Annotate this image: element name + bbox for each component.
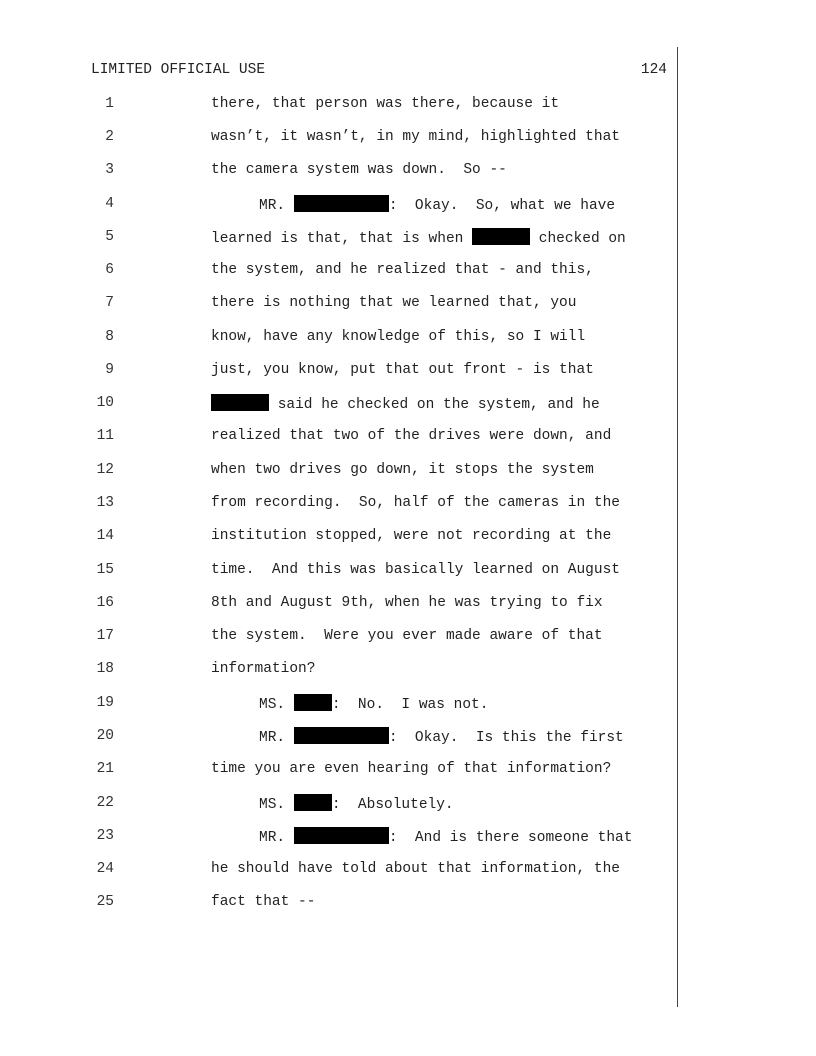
line-number: 11	[96, 428, 114, 444]
line-text: 8th and August 9th, when he was trying to fix	[211, 595, 603, 611]
line-text	[259, 195, 615, 215]
line-number: 8	[105, 329, 114, 345]
line-number: 9	[105, 362, 114, 378]
line-number: 23	[96, 828, 114, 844]
line-text: know, have any knowledge of this, so I will	[211, 329, 586, 345]
transcript-line	[0, 827, 816, 847]
line-number: 24	[96, 861, 114, 877]
transcript-line	[0, 727, 816, 747]
transcript-line	[0, 261, 816, 281]
line-number: 25	[96, 894, 114, 910]
transcript-line	[0, 228, 816, 248]
line-text: there, that person was there, because it	[211, 96, 560, 112]
redaction-box	[294, 827, 389, 844]
line-number: 3	[105, 162, 114, 178]
line-text: institution stopped, were not recording at the	[211, 528, 612, 544]
transcript-line	[0, 461, 816, 481]
line-text: information?	[211, 661, 316, 677]
line-number: 10	[96, 395, 114, 411]
line-text: the camera system was down. So --	[211, 162, 507, 178]
line-number: 6	[105, 262, 114, 278]
line-number: 18	[96, 661, 114, 677]
line-text	[259, 794, 454, 814]
speaker-remark: : And is there someone that	[388, 830, 633, 846]
text-segment: said he checked on the system, and he	[269, 397, 600, 413]
line-number: 20	[96, 728, 114, 744]
transcript-line	[0, 161, 816, 181]
transcript-line	[0, 294, 816, 314]
transcript-line	[0, 128, 816, 148]
line-text: realized that two of the drives were down, and	[211, 428, 612, 444]
line-number: 16	[96, 595, 114, 611]
speaker-remark: : Okay. Is this the first	[388, 730, 624, 746]
speaker-title: MR.	[259, 730, 294, 746]
transcript-line	[0, 527, 816, 547]
speaker-remark: : Okay. So, what we have	[388, 198, 616, 214]
speaker-title: MS.	[259, 697, 294, 713]
transcript-line	[0, 561, 816, 581]
line-text: just, you know, put that out front - is that	[211, 362, 594, 378]
transcript-line	[0, 860, 816, 880]
line-number: 13	[96, 495, 114, 511]
transcript-line	[0, 694, 816, 714]
transcript-line	[0, 660, 816, 680]
line-text: when two drives go down, it stops the system	[211, 462, 594, 478]
line-text: from recording. So, half of the cameras in the	[211, 495, 620, 511]
speaker-remark: : No. I was not.	[331, 697, 489, 713]
line-text	[259, 727, 624, 747]
transcript-line	[0, 195, 816, 215]
transcript-line	[0, 394, 816, 414]
transcript-line	[0, 594, 816, 614]
transcript-line	[0, 361, 816, 381]
line-text	[259, 827, 632, 847]
redaction-box	[294, 694, 332, 711]
redaction-box	[211, 394, 269, 411]
line-text	[259, 694, 488, 714]
line-text: time. And this was basically learned on August	[211, 562, 620, 578]
line-text: wasn’t, it wasn’t, in my mind, highlighted that	[211, 129, 620, 145]
line-text: time you are even hearing of that information?	[211, 761, 612, 777]
transcript-line	[0, 328, 816, 348]
line-number: 15	[96, 562, 114, 578]
line-text	[211, 394, 600, 414]
line-number: 4	[105, 196, 114, 212]
line-number: 14	[96, 528, 114, 544]
line-text: there is nothing that we learned that, you	[211, 295, 577, 311]
line-number: 17	[96, 628, 114, 644]
line-text	[211, 228, 626, 248]
redaction-box	[294, 794, 332, 811]
transcript-line	[0, 760, 816, 780]
line-number: 7	[105, 295, 114, 311]
line-number: 2	[105, 129, 114, 145]
line-text: the system, and he realized that - and this,	[211, 262, 594, 278]
line-text: fact that --	[211, 894, 316, 910]
line-number: 5	[105, 229, 114, 245]
redaction-box	[472, 228, 530, 245]
line-number: 21	[96, 761, 114, 777]
page-number: 124	[640, 62, 667, 78]
speaker-title: MR.	[259, 830, 294, 846]
redaction-box	[294, 727, 389, 744]
speaker-remark: : Absolutely.	[331, 797, 454, 813]
transcript-line	[0, 627, 816, 647]
line-number: 12	[96, 462, 114, 478]
classification-marking: LIMITED OFFICIAL USE	[91, 62, 266, 78]
line-text: he should have told about that information, the	[211, 861, 620, 877]
transcript-line	[0, 794, 816, 814]
text-segment: learned is that, that is when	[211, 231, 473, 247]
transcript-line	[0, 893, 816, 913]
transcript-line	[0, 95, 816, 115]
line-number: 19	[96, 695, 114, 711]
speaker-title: MS.	[259, 797, 294, 813]
line-text: the system. Were you ever made aware of that	[211, 628, 603, 644]
transcript-line	[0, 427, 816, 447]
text-segment: checked on	[530, 231, 626, 247]
line-number: 22	[96, 795, 114, 811]
redaction-box	[294, 195, 389, 212]
transcript-line	[0, 494, 816, 514]
line-number: 1	[105, 96, 114, 112]
speaker-title: MR.	[259, 198, 294, 214]
